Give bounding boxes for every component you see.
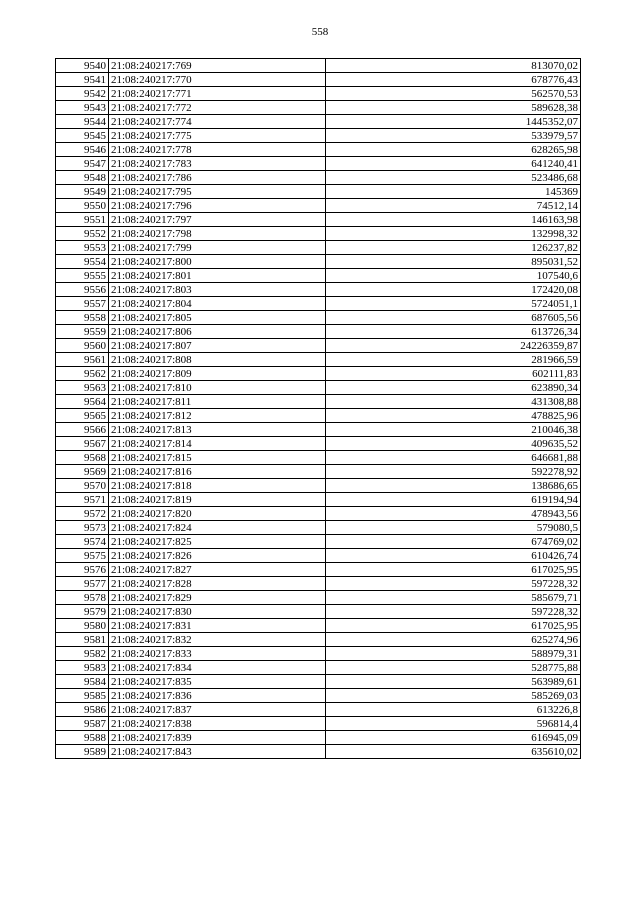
table-row [56,59,581,73]
cadastral-value-cell: 641240,41 [326,157,581,171]
cadastral-number-cell: 21:08:240217:772 [109,101,326,115]
table-row [56,521,581,535]
table-row [56,101,581,115]
cadastral-value-cell: 74512,14 [326,199,581,213]
table-row [56,703,581,717]
table-row [56,283,581,297]
cadastral-number-cell: 21:08:240217:826 [109,549,326,563]
table-row [56,535,581,549]
cadastral-number-cell: 21:08:240217:818 [109,479,326,493]
row-number-cell: 9565 [56,409,109,423]
cadastral-value-cell: 597228,32 [326,605,581,619]
cadastral-number-cell: 21:08:240217:829 [109,591,326,605]
cadastral-value-cell: 617025,95 [326,619,581,633]
row-number-cell: 9577 [56,577,109,591]
cadastral-value-cell: 628265,98 [326,143,581,157]
cadastral-value-cell: 619194,94 [326,493,581,507]
table-row [56,465,581,479]
table-row [56,647,581,661]
table-row [56,507,581,521]
cadastral-number-cell: 21:08:240217:810 [109,381,326,395]
cadastral-number-cell: 21:08:240217:819 [109,493,326,507]
row-number-cell: 9584 [56,675,109,689]
cadastral-number-cell: 21:08:240217:839 [109,731,326,745]
table-row [56,591,581,605]
cadastral-number-cell: 21:08:240217:816 [109,465,326,479]
cadastral-value-table [55,58,581,759]
cadastral-value-cell: 588979,31 [326,647,581,661]
cadastral-number-cell: 21:08:240217:771 [109,87,326,101]
cadastral-value-cell: 138686,65 [326,479,581,493]
row-number-cell: 9545 [56,129,109,143]
cadastral-value-cell: 635610,02 [326,745,581,759]
cadastral-number-cell: 21:08:240217:798 [109,227,326,241]
table-row [56,577,581,591]
cadastral-value-cell: 617025,95 [326,563,581,577]
row-number-cell: 9553 [56,241,109,255]
cadastral-number-cell: 21:08:240217:797 [109,213,326,227]
table-row [56,689,581,703]
cadastral-number-cell: 21:08:240217:799 [109,241,326,255]
table-row [56,199,581,213]
cadastral-value-cell: 623890,34 [326,381,581,395]
cadastral-number-cell: 21:08:240217:806 [109,325,326,339]
cadastral-value-cell: 126237,82 [326,241,581,255]
table-row [56,143,581,157]
cadastral-number-cell: 21:08:240217:783 [109,157,326,171]
table-row [56,409,581,423]
row-number-cell: 9562 [56,367,109,381]
row-number-cell: 9567 [56,437,109,451]
cadastral-number-cell: 21:08:240217:807 [109,339,326,353]
table-row [56,311,581,325]
cadastral-number-cell: 21:08:240217:824 [109,521,326,535]
table-row [56,633,581,647]
table-row [56,717,581,731]
cadastral-number-cell: 21:08:240217:770 [109,73,326,87]
table-row [56,619,581,633]
table-row [56,563,581,577]
row-number-cell: 9554 [56,255,109,269]
row-number-cell: 9583 [56,661,109,675]
cadastral-value-cell: 678776,43 [326,73,581,87]
table-row [56,493,581,507]
table-row [56,213,581,227]
table-row [56,745,581,759]
table-row [56,115,581,129]
cadastral-value-cell: 596814,4 [326,717,581,731]
table-row [56,241,581,255]
cadastral-value-cell: 589628,38 [326,101,581,115]
row-number-cell: 9547 [56,157,109,171]
cadastral-value-cell: 533979,57 [326,129,581,143]
cadastral-value-cell: 24226359,87 [326,339,581,353]
table-row [56,297,581,311]
cadastral-value-cell: 132998,32 [326,227,581,241]
row-number-cell: 9566 [56,423,109,437]
cadastral-number-cell: 21:08:240217:843 [109,745,326,759]
row-number-cell: 9563 [56,381,109,395]
row-number-cell: 9586 [56,703,109,717]
table-body [56,59,581,759]
cadastral-value-cell: 172420,08 [326,283,581,297]
row-number-cell: 9543 [56,101,109,115]
cadastral-value-cell: 146163,98 [326,213,581,227]
table-row [56,185,581,199]
row-number-cell: 9559 [56,325,109,339]
table-row [56,437,581,451]
cadastral-value-cell: 431308,88 [326,395,581,409]
cadastral-number-cell: 21:08:240217:820 [109,507,326,521]
cadastral-value-cell: 281966,59 [326,353,581,367]
table-row [56,395,581,409]
row-number-cell: 9570 [56,479,109,493]
cadastral-value-cell: 813070,02 [326,59,581,73]
row-number-cell: 9574 [56,535,109,549]
cadastral-value-cell: 409635,52 [326,437,581,451]
cadastral-number-cell: 21:08:240217:834 [109,661,326,675]
cadastral-value-cell: 107540,6 [326,269,581,283]
row-number-cell: 9557 [56,297,109,311]
row-number-cell: 9541 [56,73,109,87]
cadastral-number-cell: 21:08:240217:800 [109,255,326,269]
cadastral-number-cell: 21:08:240217:831 [109,619,326,633]
row-number-cell: 9579 [56,605,109,619]
cadastral-value-cell: 145369 [326,185,581,199]
cadastral-number-cell: 21:08:240217:805 [109,311,326,325]
page-number: 558 [311,26,329,38]
cadastral-number-cell: 21:08:240217:769 [109,59,326,73]
table-row [56,171,581,185]
table-row [56,129,581,143]
row-number-cell: 9571 [56,493,109,507]
row-number-cell: 9572 [56,507,109,521]
row-number-cell: 9575 [56,549,109,563]
table-row [56,675,581,689]
table-row [56,479,581,493]
cadastral-number-cell: 21:08:240217:838 [109,717,326,731]
row-number-cell: 9589 [56,745,109,759]
row-number-cell: 9569 [56,465,109,479]
cadastral-number-cell: 21:08:240217:814 [109,437,326,451]
cadastral-value-cell: 674769,02 [326,535,581,549]
row-number-cell: 9540 [56,59,109,73]
cadastral-number-cell: 21:08:240217:804 [109,297,326,311]
table-row [56,325,581,339]
cadastral-number-cell: 21:08:240217:774 [109,115,326,129]
table-row [56,367,581,381]
cadastral-number-cell: 21:08:240217:835 [109,675,326,689]
cadastral-number-cell: 21:08:240217:833 [109,647,326,661]
cadastral-number-cell: 21:08:240217:786 [109,171,326,185]
cadastral-value-cell: 563989,61 [326,675,581,689]
row-number-cell: 9573 [56,521,109,535]
cadastral-number-cell: 21:08:240217:803 [109,283,326,297]
cadastral-number-cell: 21:08:240217:815 [109,451,326,465]
table-row [56,423,581,437]
table-row [56,227,581,241]
cadastral-value-cell: 585679,71 [326,591,581,605]
row-number-cell: 9561 [56,353,109,367]
row-number-cell: 9576 [56,563,109,577]
table-row [56,661,581,675]
cadastral-number-cell: 21:08:240217:778 [109,143,326,157]
row-number-cell: 9580 [56,619,109,633]
cadastral-value-cell: 523486,68 [326,171,581,185]
cadastral-number-cell: 21:08:240217:836 [109,689,326,703]
table-row [56,269,581,283]
row-number-cell: 9556 [56,283,109,297]
cadastral-value-cell: 5724051,1 [326,297,581,311]
cadastral-number-cell: 21:08:240217:809 [109,367,326,381]
cadastral-value-cell: 613226,8 [326,703,581,717]
table-row [56,339,581,353]
table-row [56,605,581,619]
row-number-cell: 9578 [56,591,109,605]
row-number-cell: 9542 [56,87,109,101]
row-number-cell: 9552 [56,227,109,241]
cadastral-number-cell: 21:08:240217:812 [109,409,326,423]
cadastral-number-cell: 21:08:240217:811 [109,395,326,409]
cadastral-number-cell: 21:08:240217:808 [109,353,326,367]
row-number-cell: 9555 [56,269,109,283]
cadastral-value-cell: 602111,83 [326,367,581,381]
table-row [56,451,581,465]
cadastral-value-cell: 210046,38 [326,423,581,437]
row-number-cell: 9549 [56,185,109,199]
cadastral-value-cell: 478943,56 [326,507,581,521]
table-row [56,549,581,563]
cadastral-value-cell: 562570,53 [326,87,581,101]
cadastral-value-cell: 646681,88 [326,451,581,465]
cadastral-value-cell: 616945,09 [326,731,581,745]
cadastral-number-cell: 21:08:240217:796 [109,199,326,213]
cadastral-value-cell: 687605,56 [326,311,581,325]
table-row [56,87,581,101]
cadastral-number-cell: 21:08:240217:828 [109,577,326,591]
row-number-cell: 9560 [56,339,109,353]
cadastral-value-cell: 613726,34 [326,325,581,339]
cadastral-number-cell: 21:08:240217:830 [109,605,326,619]
row-number-cell: 9581 [56,633,109,647]
table-row [56,353,581,367]
cadastral-value-cell: 592278,92 [326,465,581,479]
row-number-cell: 9588 [56,731,109,745]
row-number-cell: 9582 [56,647,109,661]
cadastral-value-cell: 597228,32 [326,577,581,591]
cadastral-number-cell: 21:08:240217:837 [109,703,326,717]
cadastral-number-cell: 21:08:240217:825 [109,535,326,549]
table-row [56,731,581,745]
row-number-cell: 9568 [56,451,109,465]
row-number-cell: 9546 [56,143,109,157]
row-number-cell: 9548 [56,171,109,185]
cadastral-value-cell: 625274,96 [326,633,581,647]
row-number-cell: 9551 [56,213,109,227]
cadastral-value-cell: 478825,96 [326,409,581,423]
row-number-cell: 9587 [56,717,109,731]
cadastral-value-cell: 585269,03 [326,689,581,703]
cadastral-value-cell: 528775,88 [326,661,581,675]
row-number-cell: 9550 [56,199,109,213]
cadastral-value-cell: 1445352,07 [326,115,581,129]
cadastral-number-cell: 21:08:240217:827 [109,563,326,577]
table-row [56,255,581,269]
row-number-cell: 9544 [56,115,109,129]
cadastral-value-cell: 895031,52 [326,255,581,269]
table-row [56,157,581,171]
cadastral-value-cell: 610426,74 [326,549,581,563]
cadastral-number-cell: 21:08:240217:775 [109,129,326,143]
cadastral-number-cell: 21:08:240217:813 [109,423,326,437]
table-row [56,381,581,395]
cadastral-number-cell: 21:08:240217:795 [109,185,326,199]
cadastral-number-cell: 21:08:240217:832 [109,633,326,647]
cadastral-number-cell: 21:08:240217:801 [109,269,326,283]
table-row [56,73,581,87]
row-number-cell: 9558 [56,311,109,325]
row-number-cell: 9585 [56,689,109,703]
row-number-cell: 9564 [56,395,109,409]
cadastral-value-cell: 579080,5 [326,521,581,535]
